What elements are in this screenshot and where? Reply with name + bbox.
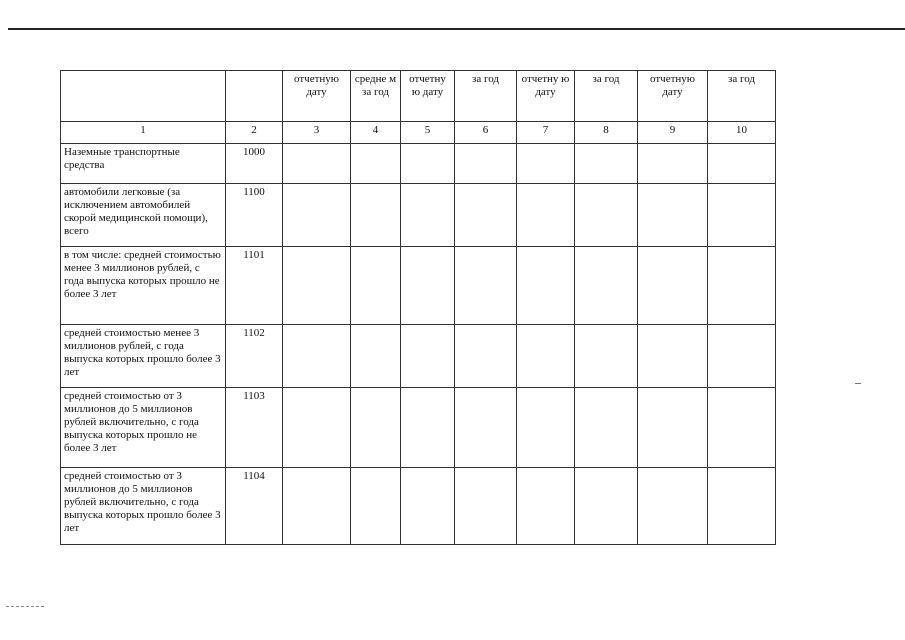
data-cell[interactable] (708, 184, 776, 247)
data-cell[interactable] (283, 184, 351, 247)
row-name: автомобили легковые (за исключением автомобилей скорой медицинской помощи), всего (61, 184, 226, 247)
data-cell[interactable] (401, 388, 455, 468)
data-cell[interactable] (517, 325, 575, 388)
column-number: 10 (708, 122, 776, 144)
data-cell[interactable] (708, 247, 776, 325)
data-cell[interactable] (575, 388, 638, 468)
column-number: 9 (638, 122, 708, 144)
column-number-row (61, 122, 776, 144)
data-cell[interactable] (455, 184, 517, 247)
data-cell[interactable] (283, 468, 351, 545)
row-code: 1100 (226, 184, 283, 247)
data-cell[interactable] (638, 468, 708, 545)
vehicle-report-table (60, 70, 776, 545)
column-number: 2 (226, 122, 283, 144)
data-cell[interactable] (455, 388, 517, 468)
data-cell[interactable] (575, 144, 638, 184)
row-name: средней стоимостью от 3 миллионов до 5 миллионов рублей включительно, с года выпуска которых прошло более 3 лет (61, 468, 226, 545)
data-cell[interactable] (455, 468, 517, 545)
data-cell[interactable] (401, 247, 455, 325)
data-cell[interactable] (283, 144, 351, 184)
data-cell[interactable] (401, 144, 455, 184)
row-code: 1103 (226, 388, 283, 468)
table-row (61, 468, 776, 545)
header-cell: за год (708, 71, 776, 122)
header-cell (226, 71, 283, 122)
data-cell[interactable] (401, 184, 455, 247)
header-cell: за год (455, 71, 517, 122)
column-number: 1 (61, 122, 226, 144)
row-name: средней стоимостью от 3 миллионов до 5 миллионов рублей включительно, с года выпуска которых прошло не более 3 лет (61, 388, 226, 468)
row-code: 1101 (226, 247, 283, 325)
top-rule (8, 28, 905, 30)
row-code: 1102 (226, 325, 283, 388)
table-row (61, 247, 776, 325)
row-name: в том числе: средней стоимостью менее 3 миллионов рублей, с года выпуска которых прошло не более 3 лет (61, 247, 226, 325)
header-row (61, 71, 776, 122)
data-cell[interactable] (575, 468, 638, 545)
data-cell[interactable] (575, 184, 638, 247)
header-cell (61, 71, 226, 122)
data-cell[interactable] (517, 468, 575, 545)
header-cell: отчетную дату (638, 71, 708, 122)
data-cell[interactable] (283, 388, 351, 468)
column-number: 7 (517, 122, 575, 144)
column-number: 5 (401, 122, 455, 144)
data-cell[interactable] (455, 144, 517, 184)
data-cell[interactable] (638, 247, 708, 325)
data-cell[interactable] (575, 325, 638, 388)
table-row (61, 144, 776, 184)
data-cell[interactable] (351, 184, 401, 247)
header-cell: отчетну ю дату (517, 71, 575, 122)
data-cell[interactable] (517, 388, 575, 468)
data-cell[interactable] (575, 247, 638, 325)
table-row (61, 325, 776, 388)
column-number: 6 (455, 122, 517, 144)
row-code: 1000 (226, 144, 283, 184)
table-row (61, 388, 776, 468)
data-cell[interactable] (638, 144, 708, 184)
data-cell[interactable] (401, 325, 455, 388)
data-cell[interactable] (351, 247, 401, 325)
data-cell[interactable] (708, 468, 776, 545)
data-cell[interactable] (283, 325, 351, 388)
data-cell[interactable] (708, 144, 776, 184)
data-cell[interactable] (351, 144, 401, 184)
row-code: 1104 (226, 468, 283, 545)
data-cell[interactable] (283, 247, 351, 325)
row-name: Наземные транспортные средства (61, 144, 226, 184)
data-cell[interactable] (638, 388, 708, 468)
data-cell[interactable] (401, 468, 455, 545)
scan-mark (855, 383, 861, 384)
column-number: 8 (575, 122, 638, 144)
data-cell[interactable] (517, 247, 575, 325)
data-cell[interactable] (351, 325, 401, 388)
data-cell[interactable] (351, 388, 401, 468)
data-cell[interactable] (638, 184, 708, 247)
row-name: средней стоимостью менее 3 миллионов рублей, с года выпуска которых прошло более 3 лет (61, 325, 226, 388)
data-cell[interactable] (517, 184, 575, 247)
data-cell[interactable] (455, 247, 517, 325)
corner-mark (6, 606, 44, 608)
data-cell[interactable] (351, 468, 401, 545)
header-cell: отчетную дату (283, 71, 351, 122)
data-cell[interactable] (517, 144, 575, 184)
column-number: 4 (351, 122, 401, 144)
header-cell: отчетну ю дату (401, 71, 455, 122)
header-cell: за год (575, 71, 638, 122)
data-cell[interactable] (455, 325, 517, 388)
table-row (61, 184, 776, 247)
column-number: 3 (283, 122, 351, 144)
data-cell[interactable] (708, 325, 776, 388)
header-cell: средне м за год (351, 71, 401, 122)
data-cell[interactable] (708, 388, 776, 468)
data-cell[interactable] (638, 325, 708, 388)
